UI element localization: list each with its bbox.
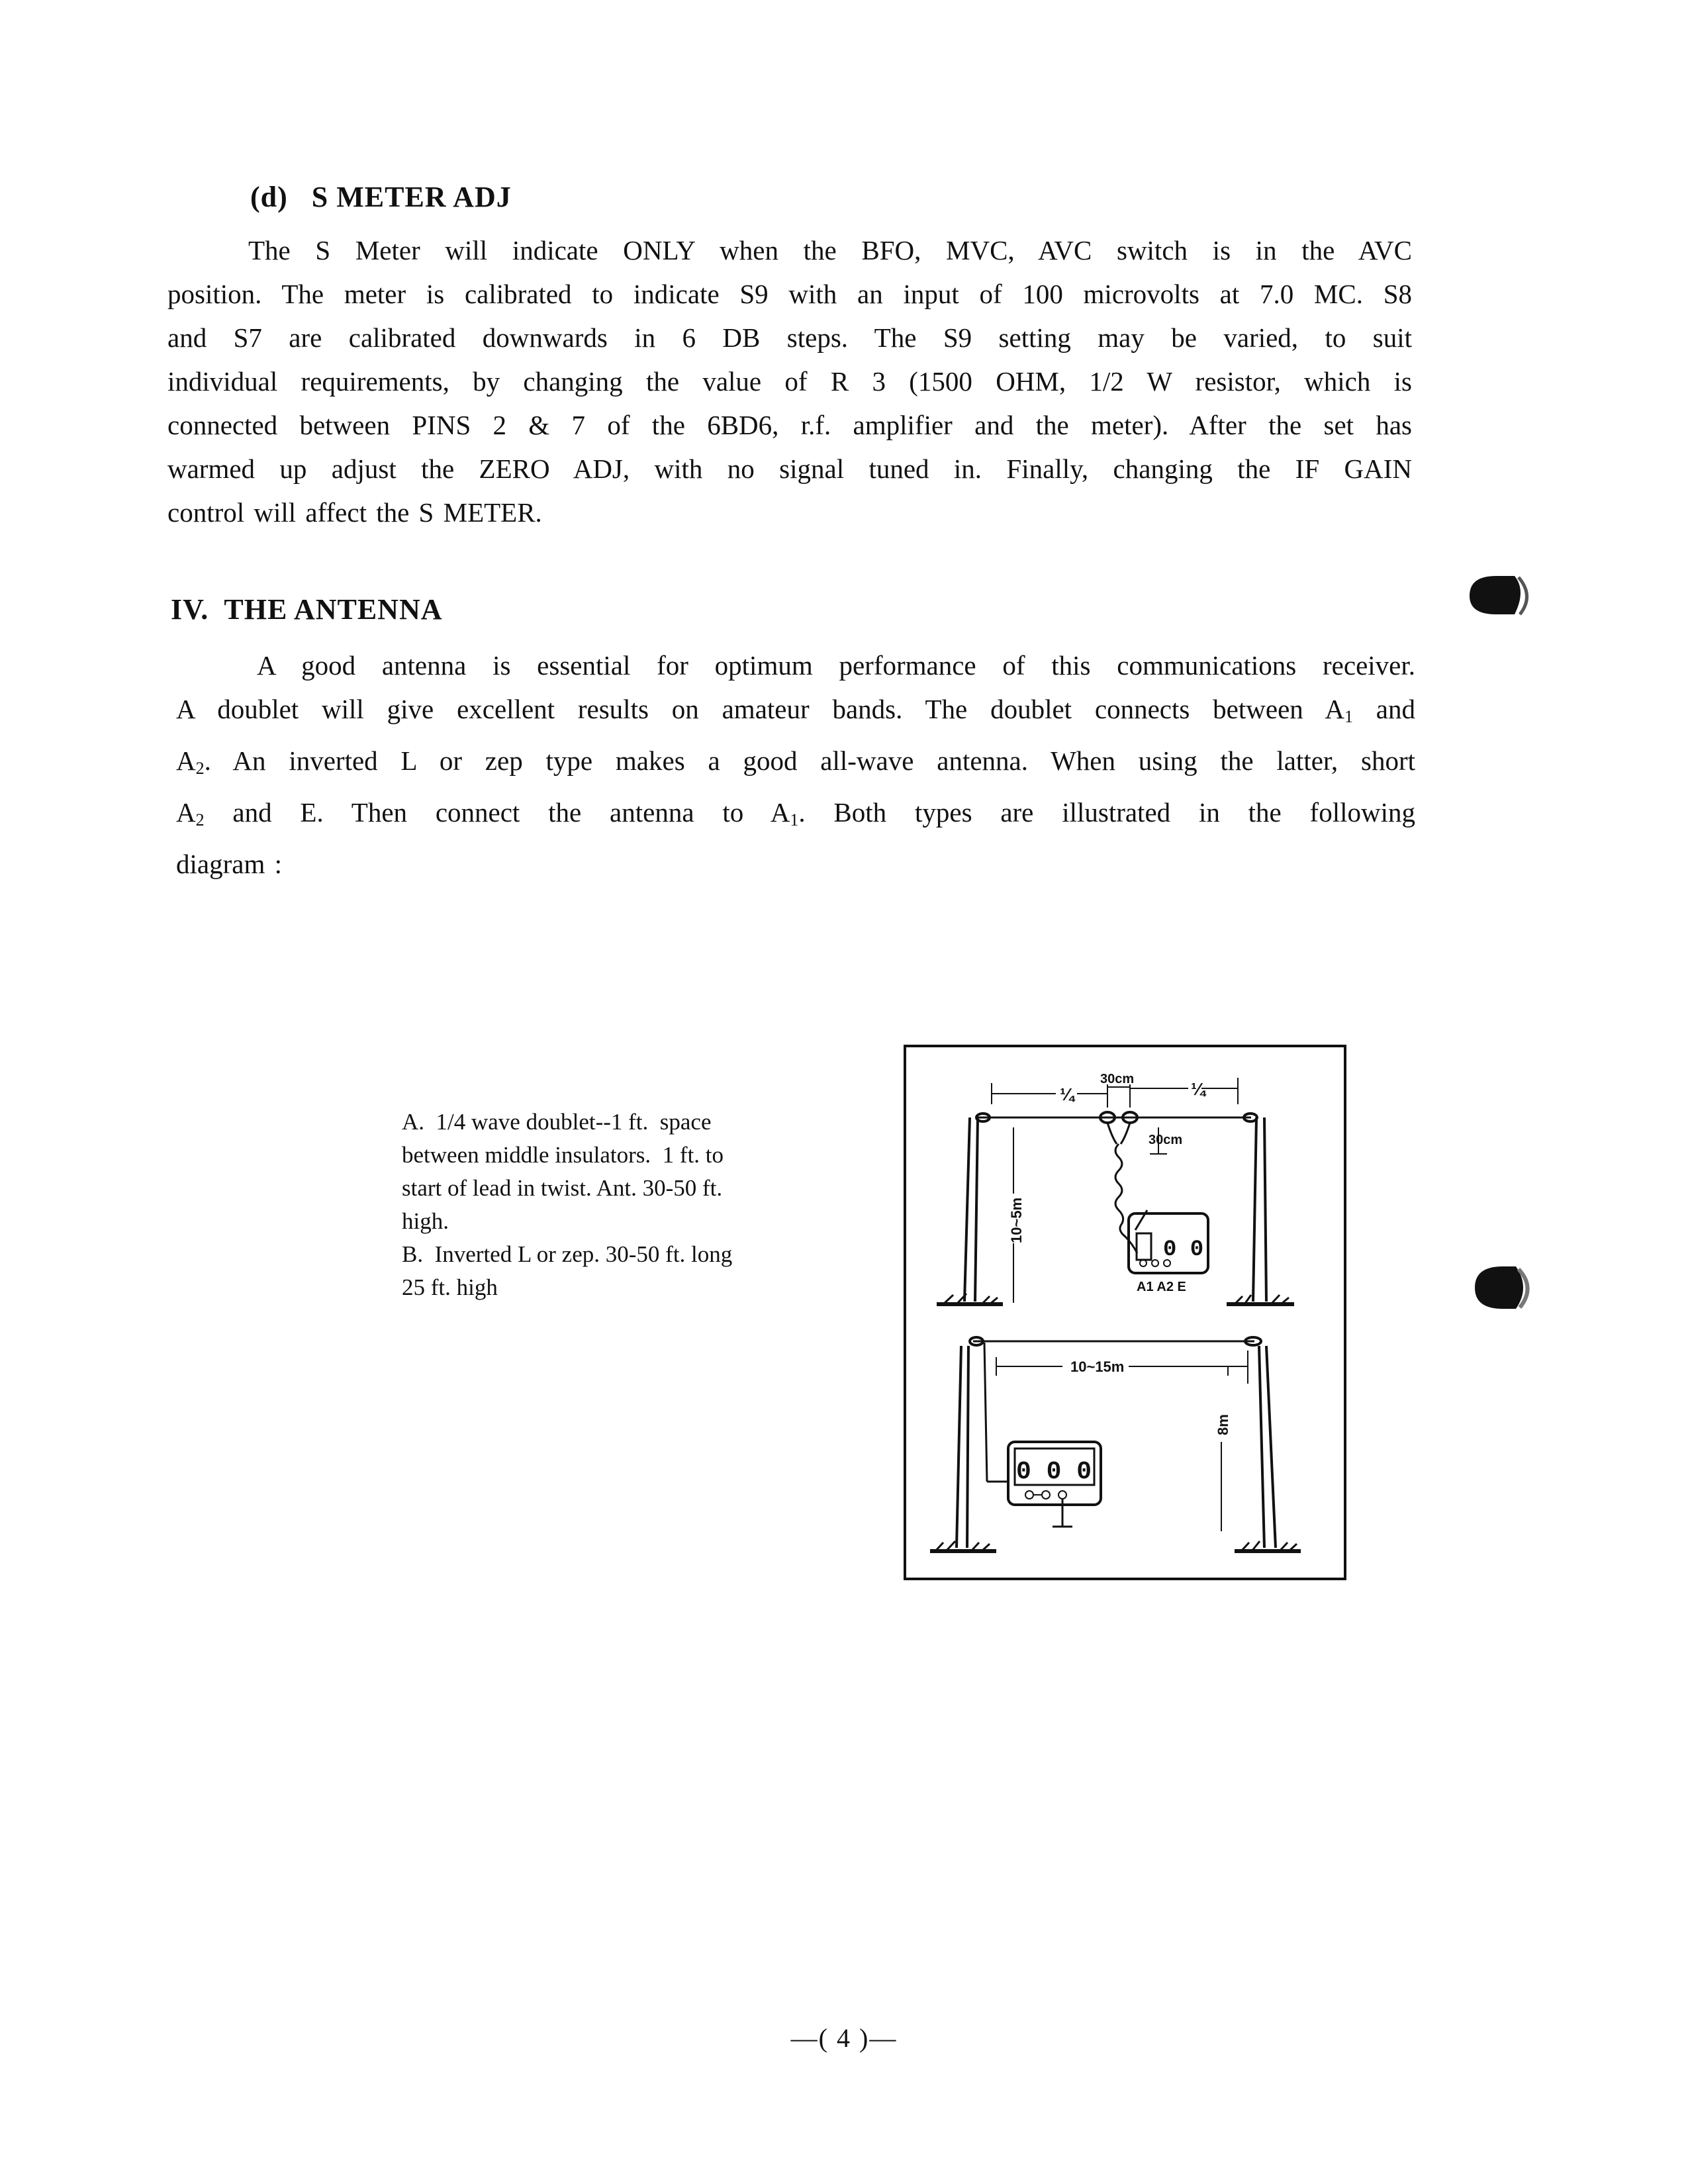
label-dials-a: 0 0 (1163, 1237, 1204, 1262)
subscript: 2 (195, 759, 205, 778)
text-run: . Both types are illustrated in the following (798, 797, 1415, 828)
text-run: and (1352, 694, 1416, 724)
paragraph-line: The S Meter will indicate ONLY when the BFO, MVC, AVC switch is in the AVC (248, 235, 1412, 265)
binding-hole-mark (1463, 571, 1542, 624)
section-d-label: (d) (250, 181, 288, 213)
figure-border (905, 1046, 1345, 1579)
doublet-diagram (937, 1078, 1294, 1304)
binding-hole-mark-icon (1463, 571, 1542, 620)
label-height-a: 10~5m (1008, 1197, 1025, 1243)
page-number: —( 4 )— (790, 2023, 898, 2053)
paragraph-line: A good antenna is essential for optimum performance of this communications receiver. (257, 650, 1415, 681)
section-d-paragraph (167, 228, 1412, 534)
label-quarter-right: ¼ (1191, 1079, 1205, 1099)
subscript: 1 (790, 810, 799, 830)
paragraph-line: diagram : (176, 849, 282, 879)
paragraph-line (176, 687, 1415, 739)
caption-line: B. Inverted L or zep. 30-50 ft. long (402, 1241, 733, 1267)
paragraph-line (176, 739, 1415, 790)
text-run: A (176, 797, 196, 828)
caption-line: between middle insulators. 1 ft. to (402, 1142, 724, 1168)
paragraph-line: connected between PINS 2 & 7 of the 6BD6, r.f. amplifier and the meter). After the set has (167, 410, 1412, 440)
antenna-diagram (904, 1045, 1347, 1584)
caption-line: start of lead in twist. Ant. 30-50 ft. (402, 1175, 723, 1201)
text-run: and E. Then connect the antenna to A (204, 797, 790, 828)
paragraph-line: warmed up adjust the ZERO ADJ, with no signal tuned in. Finally, changing the IF GAIN (167, 453, 1412, 484)
paragraph-line: position. The meter is calibrated to indicate S9 with an input of 100 microvolts at 7.0 MC. S8 (167, 279, 1412, 309)
label-30cm-drop: 30cm (1149, 1133, 1183, 1147)
section-d-heading (250, 180, 512, 214)
paragraph-line (176, 790, 1415, 842)
subscript: 2 (195, 810, 205, 830)
caption-line: high. (402, 1208, 449, 1234)
binding-hole-mark-icon (1470, 1261, 1542, 1314)
label-terminals: A1 A2 E (1137, 1280, 1186, 1294)
paragraph-line: and S7 are calibrated downwards in 6 DB steps. The S9 setting may be varied, to suit (167, 322, 1412, 353)
subscript: 1 (1344, 707, 1353, 726)
section-iv-heading: IV. THE ANTENNA (171, 593, 443, 626)
label-span-b: 10~15m (1070, 1358, 1125, 1375)
section-iv-paragraph (176, 643, 1415, 886)
section-d-title: S METER ADJ (311, 181, 512, 213)
label-dials-b: 0 0 0 (1016, 1458, 1092, 1486)
label-quarter-left: ¼ (1060, 1084, 1074, 1104)
paragraph-line: individual requirements, by changing the value of R 3 (1500 OHM, 1/2 W resistor, which is (167, 366, 1412, 397)
binding-hole-mark (1470, 1261, 1542, 1317)
caption-line: 25 ft. high (402, 1274, 498, 1300)
text-run: . An inverted L or zep type makes a good all-wave antenna. When using the latter, short (204, 745, 1415, 776)
text-run: A (176, 745, 196, 776)
label-30cm-top: 30cm (1100, 1072, 1135, 1086)
label-height-b: 8m (1215, 1414, 1231, 1435)
caption-line: A. 1/4 wave doublet--1 ft. space (402, 1109, 712, 1135)
text-run: A doublet will give excellent results on amateur bands. The doublet connects between A (176, 694, 1344, 724)
figure-caption (402, 1106, 825, 1304)
paragraph-line: control will affect the S METER. (167, 497, 542, 528)
inverted-l-labels (1016, 1358, 1231, 1486)
